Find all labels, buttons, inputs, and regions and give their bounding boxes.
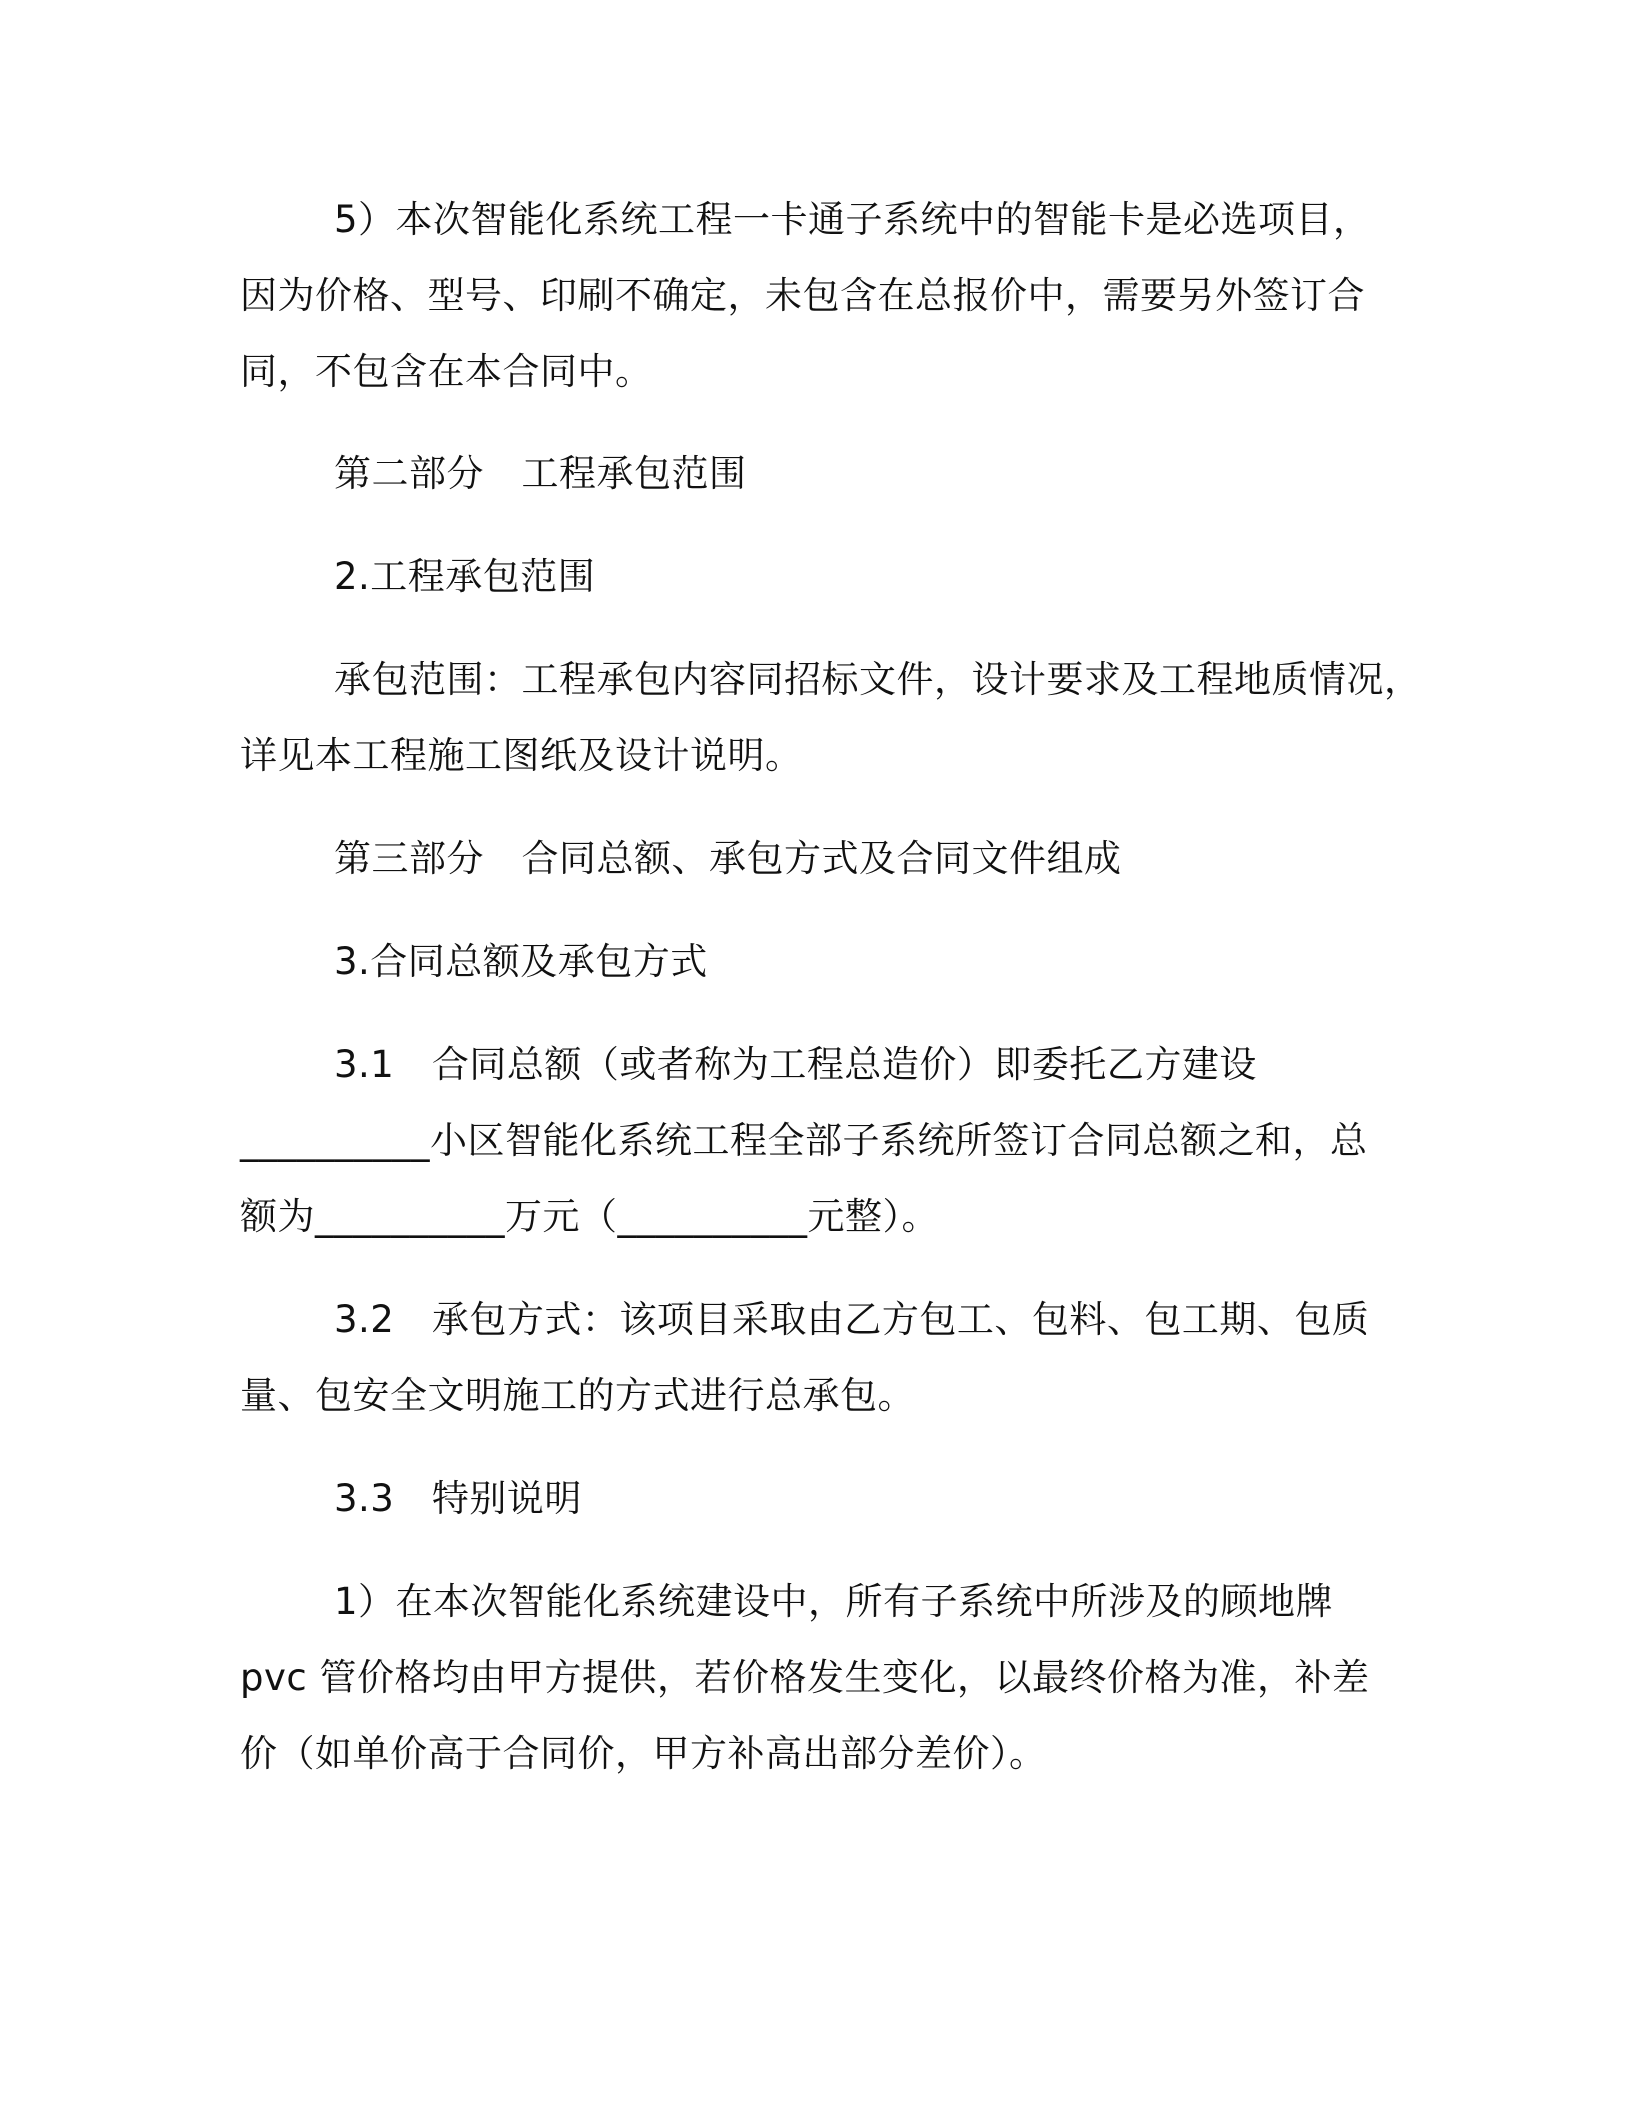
paragraph-line: 1）在本次智能化系统建设中，所有子系统中所涉及的顾地牌 (334, 1580, 1334, 1623)
paragraph-line: 同，不包含在本合同中。 (240, 350, 653, 393)
paragraph-line: 承包范围：工程承包内容同招标文件，设计要求及工程地质情况， (334, 658, 1422, 701)
section-heading: 第二部分 工程承包范围 (334, 452, 747, 495)
paragraph-line: 因为价格、型号、印刷不确定，未包含在总报价中，需要另外签订合 (240, 274, 1365, 317)
paragraph-line: __________小区智能化系统工程全部子系统所签订合同总额之和，总 (240, 1119, 1368, 1162)
subsection-heading: 3.合同总额及承包方式 (334, 940, 708, 983)
paragraph-line: 3.1 合同总额（或者称为工程总造价）即委托乙方建设 (334, 1043, 1257, 1086)
paragraph-line: 5）本次智能化系统工程一卡通子系统中的智能卡是必选项目， (334, 198, 1371, 241)
subsection-heading: 2.工程承包范围 (334, 555, 596, 598)
subsection-heading: 3.3 特别说明 (334, 1477, 582, 1520)
paragraph-line: 3.2 承包方式：该项目采取由乙方包工、包料、包工期、包质 (334, 1298, 1370, 1341)
section-heading: 第三部分 合同总额、承包方式及合同文件组成 (334, 837, 1122, 880)
paragraph-line: 量、包安全文明施工的方式进行总承包。 (240, 1374, 915, 1417)
paragraph-line: 价（如单价高于合同价，甲方补高出部分差价）。 (240, 1732, 1047, 1775)
paragraph-line: 详见本工程施工图纸及设计说明。 (240, 734, 803, 777)
paragraph-line: pvc 管价格均由甲方提供，若价格发生变化，以最终价格为准，补差 (240, 1656, 1370, 1699)
paragraph-line: 额为__________万元（__________元整）。 (240, 1195, 939, 1238)
